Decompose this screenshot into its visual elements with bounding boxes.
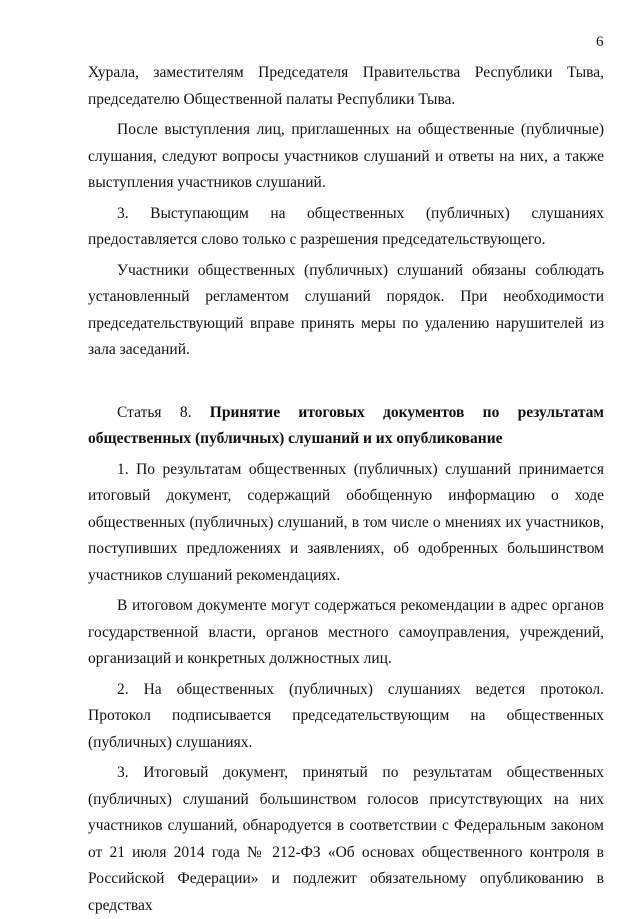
paragraph: После выступления лиц, приглашенных на общественные (публичные) слушания, следуют вопросы участников слушаний и ответы на них, а также выступления участников слушаний. xyxy=(88,121,604,191)
article-title: Принятие итоговых документов по результатам общественных (публичных) слушаний и их опубликование xyxy=(88,403,604,447)
paragraph-continuation: Хурала, заместителям Председателя Правительства Республики Тыва, председателю Общественной палаты Республики Тыва. xyxy=(88,64,604,108)
page-number: 6 xyxy=(596,34,604,50)
article-heading xyxy=(88,400,604,453)
paragraph: Участники общественных (публичных) слушаний обязаны соблюдать установленный регламентом слушаний порядок. При необходимости председательствующий вправе принять меры по удалению нарушителей из зала заседаний. xyxy=(88,261,604,358)
paragraph: 2. На общественных (публичных) слушаниях ведется протокол. Протокол подписывается председательствующим на общественных (публичных) слушаниях. xyxy=(88,680,604,751)
paragraph: В итоговом документе могут содержаться рекомендации в адрес органов государственной власти, органов местного самоуправления, учреждений, организаций и конкретных должностных лиц. xyxy=(88,597,604,667)
paragraph: 3. Выступающим на общественных (публичных) слушаниях предоставляется слово только с разрешения председательствующего. xyxy=(88,204,604,248)
paragraph: 3. Итоговый документ, принятый по результатам общественных (публичных) слушаний большинством голосов присутствующих на них участников слушаний, обнародуется в соответствии с Федеральным законом от 21 июля 2014 года № 212-ФЗ «Об основах общественного контроля в Российской Федерации» и подлежит обязательному опубликованию в средствах xyxy=(88,764,604,914)
article-label: Статья 8. xyxy=(117,403,192,421)
paragraph: 1. По результатам общественных (публичных) слушаний принимается итоговый документ, содержащий обобщенную информацию о ходе общественных (публичных) слушаний, в том числе о мнениях их участников, поступивших предложениях и заявлениях, об одобренных большинством участников слушаний рекомендациях. xyxy=(88,460,604,584)
document-body xyxy=(88,60,604,919)
